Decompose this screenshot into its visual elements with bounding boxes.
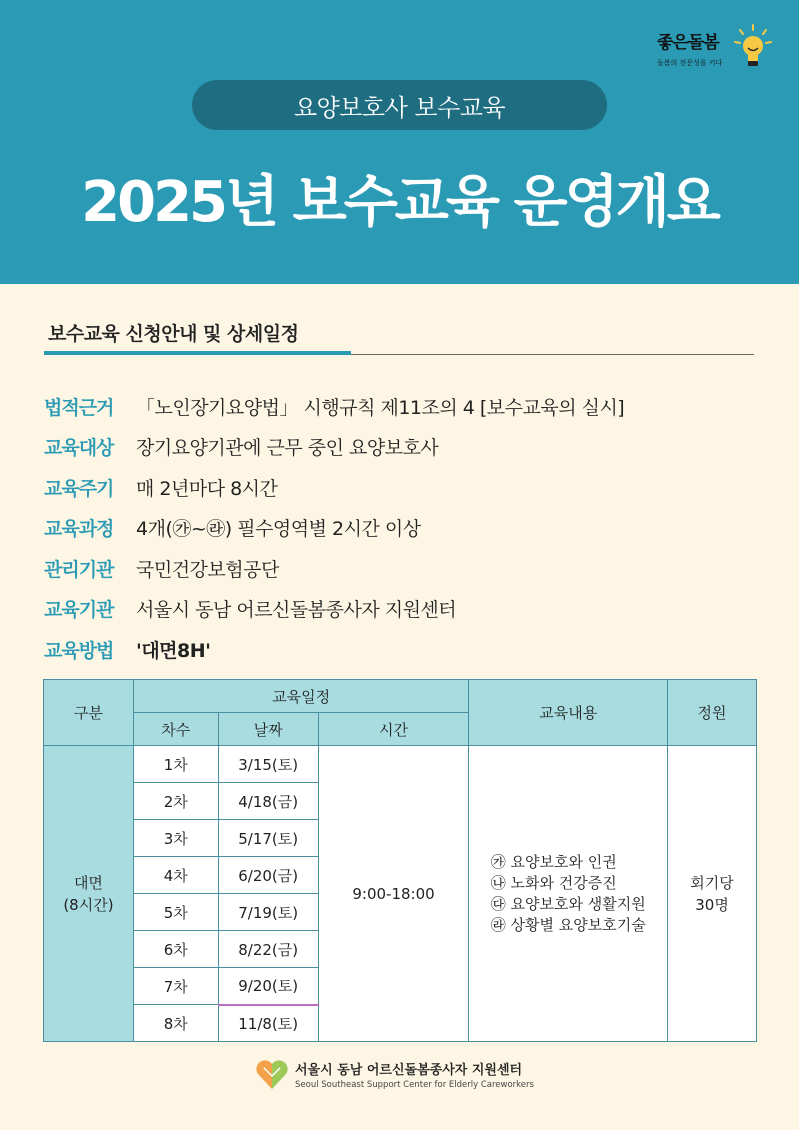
info-label: 법적근거 [44,396,114,419]
date-cell: 4/18(금) [218,783,318,820]
header-content: 교육내용 [469,680,668,746]
header-category: 구분 [44,680,134,746]
logo-name: 좋은돌봄 [657,33,719,53]
info-label: 교육주기 [44,477,114,500]
header-time: 시간 [318,713,469,746]
header-schedule: 교육일정 [133,680,469,713]
info-list [44,386,624,670]
info-row-institution [44,589,624,630]
info-row-management [44,548,624,589]
content-cell [469,746,668,1042]
content-item: ㉱ 상황별 요양보호기술 [490,915,646,934]
info-value: 4개(㉮~㉱) 필수영역별 2시간 이상 [136,518,421,541]
info-row-course [44,508,624,549]
category-text: 대면 (8시간) [63,873,114,914]
round-cell: 7차 [133,968,218,1005]
info-value: 장기요양기관에 근무 중인 요양보호사 [136,437,439,460]
date-cell: 11/8(토) [218,1005,318,1042]
info-value: 「노인장기요양법」 시행규칙 제11조의 4 [보수교육의 실시] [136,396,625,419]
header-capacity: 정원 [668,680,757,746]
date-cell: 8/22(금) [218,931,318,968]
heart-logo-icon [255,1058,289,1092]
category-cell [44,746,134,1042]
round-cell: 3차 [133,820,218,857]
content-item: ㉮ 요양보호와 인권 [490,852,617,871]
info-row-target [44,427,624,468]
date-cell: 9/20(토) [218,968,318,1005]
header-date: 날짜 [218,713,318,746]
section-title: 보수교육 신청안내 및 상세일정 [48,323,299,345]
info-row-legal-basis [44,386,624,427]
logo-tagline: 돌봄의 전문성을 키다 [657,59,723,67]
round-cell: 8차 [133,1005,218,1042]
info-label: 관리기관 [44,558,114,581]
time-cell: 9:00-18:00 [318,746,469,1042]
page-title: 2025년 보수교육 운영개요 [81,170,718,235]
info-value: 매 2년마다 8시간 [136,477,278,500]
info-label: 교육과정 [44,518,114,541]
content-item: ㉰ 요양보호와 생활지원 [490,894,646,913]
round-cell: 5차 [133,894,218,931]
info-label: 교육방법 [44,639,114,662]
content-list [491,852,646,936]
round-cell: 2차 [133,783,218,820]
date-cell: 7/19(토) [218,894,318,931]
capacity-text: 회기당 30명 [690,873,734,914]
footer-org-name: 서울시 동남 어르신돌봄종사자 지원센터 [295,1063,523,1078]
brand-logo [655,22,775,82]
footer-org-name-en: Seoul Southeast Support Center for Elderly Careworkers [295,1080,534,1090]
round-cell: 4차 [133,857,218,894]
info-row-cycle [44,467,624,508]
header-round: 차수 [133,713,218,746]
info-row-method [44,629,624,670]
header-pill: 요양보호사 보수교육 [192,80,607,130]
date-cell: 3/15(토) [218,746,318,783]
lightbulb-icon [733,22,773,72]
info-label: 교육대상 [44,437,114,460]
date-cell: 5/17(토) [218,820,318,857]
content-item: ㉯ 노화와 건강증진 [490,873,617,892]
info-value: '대면8H' [136,639,211,662]
info-value: 서울시 동남 어르신돌봄종사자 지원센터 [136,599,457,622]
round-cell: 6차 [133,931,218,968]
info-label: 교육기관 [44,599,114,622]
date-cell: 6/20(금) [218,857,318,894]
footer-logo [255,1056,555,1100]
schedule-table [43,679,757,1042]
capacity-cell [668,746,757,1042]
section-underline [44,351,351,355]
round-cell: 1차 [133,746,218,783]
header-banner [0,0,799,284]
info-value: 국민건강보험공단 [136,558,279,581]
